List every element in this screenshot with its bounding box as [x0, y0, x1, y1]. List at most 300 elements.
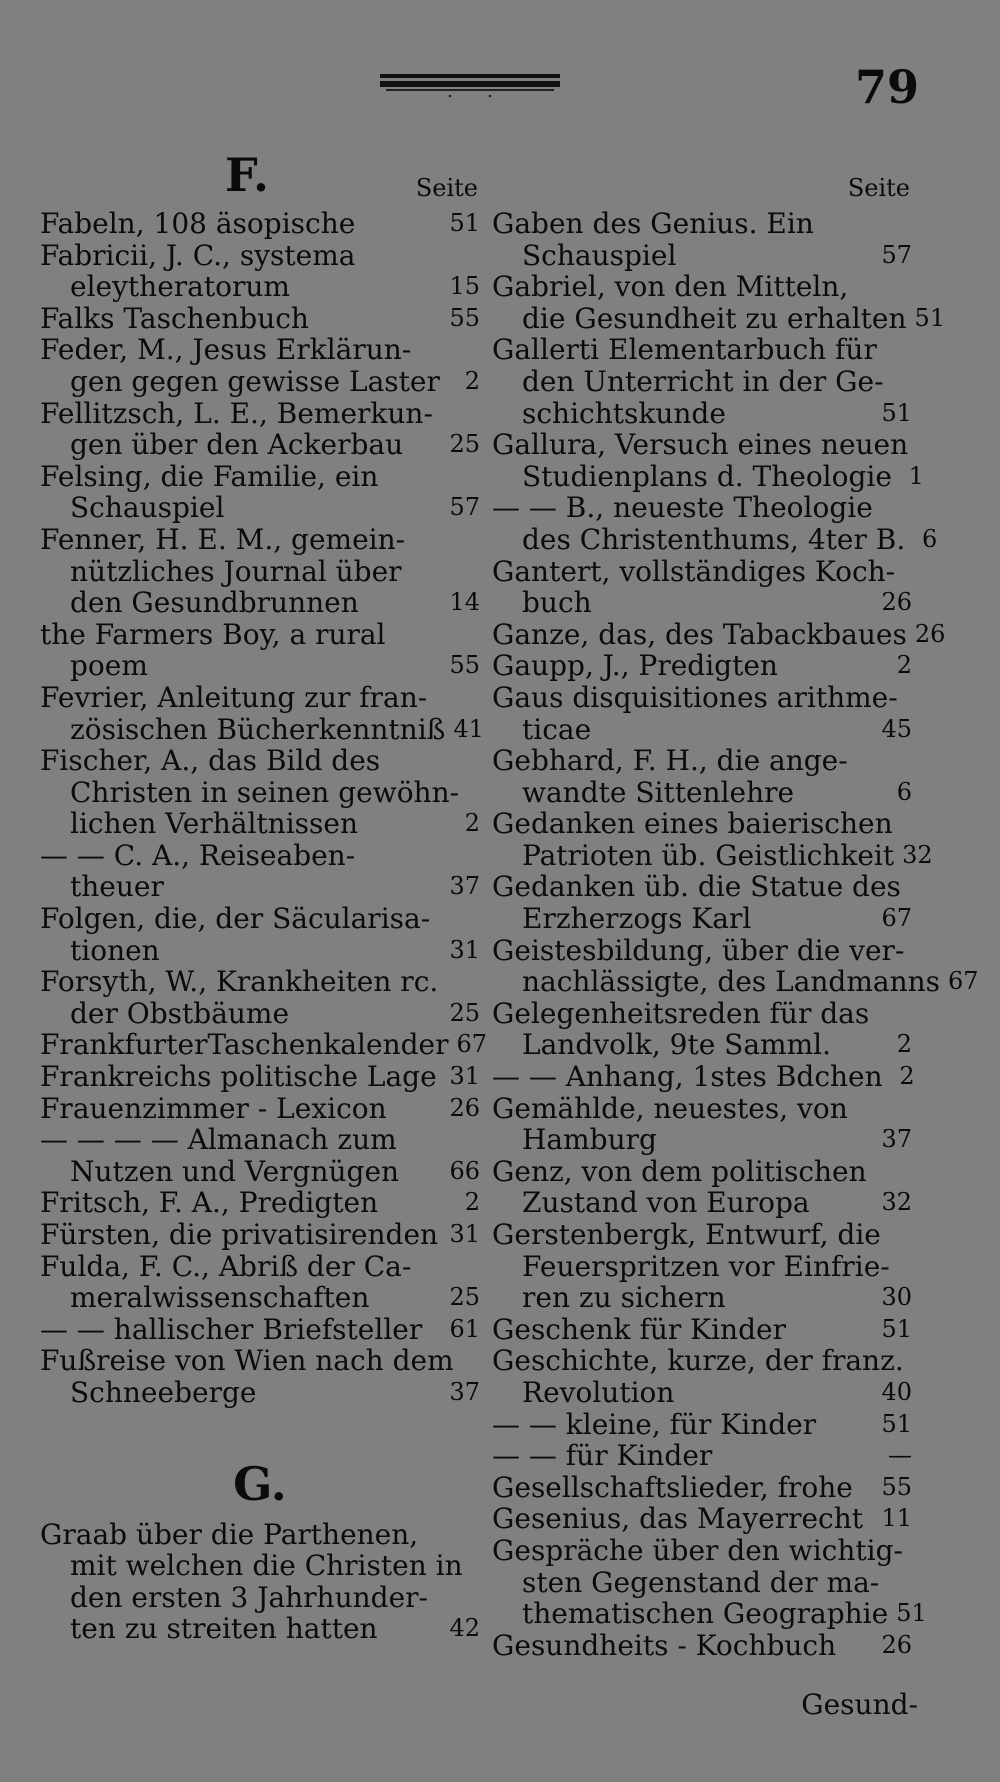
entry-page-number: 11: [881, 1504, 912, 1533]
entry-text: theuer: [70, 870, 164, 904]
index-entry: [40, 461, 480, 524]
entry-text: Fritsch, F. A., Predigten: [40, 1186, 379, 1220]
entry-text: Christen in seinen gewöhn-: [70, 775, 460, 809]
index-entry: [492, 871, 912, 934]
index-entry: [40, 1124, 480, 1187]
entry-text: Folgen, die, der Säcularisa-: [40, 902, 431, 936]
index-entry: [40, 524, 480, 619]
entry-page-number: [904, 998, 912, 1030]
entry-text: Schneeberge: [70, 1375, 257, 1409]
index-entry: [492, 1219, 912, 1314]
entry-line: [40, 808, 480, 840]
entry-page-number: 15: [449, 272, 480, 301]
entry-line: [492, 1409, 912, 1441]
entry-text: Frauenzimmer - Lexicon: [40, 1091, 387, 1125]
entry-page-number: [472, 398, 480, 430]
entry-page-number: [904, 556, 912, 588]
entry-text: Revolution: [522, 1375, 675, 1409]
entry-text: Forsyth, W., Krankheiten rc.: [40, 965, 439, 999]
entry-line: [40, 1519, 480, 1551]
entry-text: Geschenk für Kinder: [492, 1312, 786, 1346]
entry-line: [492, 556, 912, 588]
index-entry: [40, 903, 480, 966]
entry-page-number: 55: [449, 303, 480, 332]
entry-text: Zustand von Europa: [522, 1186, 810, 1220]
entry-page-number: 1: [908, 461, 924, 490]
entry-text: Frankreichs politische Lage: [40, 1060, 437, 1094]
index-entry: [492, 1345, 912, 1408]
entry-page-number: 2: [896, 651, 912, 680]
index-entry: [40, 1345, 480, 1408]
entry-line: [40, 208, 480, 240]
entries-g: [40, 1519, 480, 1645]
entry-page-number: [904, 1567, 912, 1599]
entry-text: buch: [522, 586, 592, 620]
entry-line: [492, 587, 912, 619]
entry-page-number: [904, 682, 912, 714]
entry-line: [492, 1535, 912, 1567]
entry-text: Nutzen und Vergnügen: [70, 1154, 400, 1188]
entry-text: Fulda, F. C., Abriß der Ca-: [40, 1249, 412, 1283]
index-entry: [492, 1503, 912, 1535]
index-entry: [40, 745, 480, 840]
entry-line: [40, 619, 480, 651]
entry-page-number: [904, 1345, 912, 1377]
index-entry: [492, 650, 912, 682]
entry-page-number: 51: [881, 1314, 912, 1343]
entry-page-number: [904, 1251, 912, 1283]
entry-text: mit welchen die Christen in: [70, 1549, 463, 1583]
entry-line: [40, 1282, 480, 1314]
entry-line: [40, 1550, 480, 1582]
entry-line: [492, 1597, 927, 1631]
entry-page-number: 67: [881, 904, 912, 933]
entry-page-number: [904, 1219, 912, 1251]
entry-page-number: [472, 682, 480, 714]
entry-page-number: [472, 240, 480, 272]
entry-line: [40, 745, 480, 777]
entry-text: Patrioten üb. Geistlichkeit: [522, 838, 895, 872]
entry-page-number: [472, 903, 480, 935]
entry-line: [492, 271, 912, 303]
entry-line: [492, 301, 946, 335]
entry-page-number: 57: [881, 240, 912, 269]
entry-page-number: 51: [914, 303, 946, 332]
entry-text: Geistesbildung, über die ver-: [492, 933, 905, 967]
index-entry: [40, 1519, 480, 1645]
entry-line: [40, 712, 484, 746]
entry-page-number: 37: [449, 1377, 480, 1406]
entry-page-number: 31: [449, 1062, 480, 1091]
right-column-header: [492, 156, 912, 208]
entry-line: [40, 461, 480, 493]
entry-line: [492, 398, 912, 430]
entry-line: [492, 366, 912, 398]
entry-line: [40, 650, 480, 682]
index-entry: [492, 1630, 912, 1662]
entry-text: des Christenthums, 4ter B.: [522, 522, 906, 556]
entry-text: — — B., neueste Theologie: [492, 491, 873, 525]
entry-text: Fürsten, die privatisirenden: [40, 1218, 439, 1251]
entry-text: Gebhard, F. H., die ange-: [492, 744, 848, 778]
entry-text: Fenner, H. E. M., gemein-: [40, 522, 406, 556]
entry-line: [492, 1187, 912, 1219]
entry-page-number: 31: [449, 935, 480, 964]
entry-line: [40, 903, 480, 935]
entry-text: Landvolk, 9te Samml.: [522, 1028, 832, 1062]
entry-text: die Gesundheit zu erhalten: [522, 301, 907, 335]
entry-text: Feuerspritzen vor Einfrie-: [522, 1249, 890, 1283]
entry-page-number: 51: [896, 1599, 927, 1628]
entry-line: [40, 1219, 480, 1251]
entry-text: Falks Taschenbuch: [40, 301, 309, 335]
entry-line: [492, 682, 912, 714]
entry-page-number: [904, 366, 912, 398]
entry-text: Fabricii, J. C., systema: [40, 238, 356, 272]
entry-text: FrankfurterTaschenkalender: [40, 1028, 449, 1062]
index-entry: [492, 1440, 912, 1472]
entry-text: — — für Kinder: [492, 1439, 713, 1473]
entry-text: Gelegenheitsreden für das: [492, 996, 870, 1030]
entry-page-number: 55: [881, 1472, 912, 1501]
entry-text: Hamburg: [522, 1123, 657, 1157]
index-entry: [492, 334, 912, 429]
entry-page-number: [904, 935, 912, 967]
entry-line: [492, 1060, 915, 1094]
index-entry: [40, 840, 480, 903]
entry-line: [492, 1345, 912, 1377]
entry-text: Feder, M., Jesus Erklärun-: [40, 333, 412, 367]
header-ornament: [380, 72, 560, 98]
entry-text: schichtskunde: [522, 396, 726, 430]
entry-text: Gabriel, von den Mitteln,: [492, 270, 849, 304]
entry-text: — — kleine, für Kinder: [492, 1407, 817, 1441]
entry-page-number: 40: [881, 1377, 912, 1406]
entry-page-number: [904, 1535, 912, 1567]
entry-line: [492, 1282, 912, 1314]
entry-page-number: 45: [881, 714, 912, 743]
entry-page-number: 2: [899, 1062, 915, 1091]
right-column: [492, 156, 979, 1662]
entry-line: [492, 1503, 912, 1535]
index-entry: [40, 1314, 480, 1346]
index-entry: [40, 334, 480, 397]
entry-text: Schauspiel: [70, 491, 225, 525]
entry-text: Gespräche über den wichtig-: [492, 1533, 903, 1567]
entry-line: [40, 556, 480, 588]
entry-page-number: 30: [881, 1283, 912, 1312]
entry-line: [40, 1582, 480, 1614]
entry-page-number: 6: [921, 524, 938, 553]
entry-line: [492, 492, 912, 524]
entry-text: Gaus disquisitiones arithme-: [492, 680, 898, 714]
entry-line: [492, 1093, 912, 1125]
index-entry: [492, 428, 924, 493]
index-entry: [492, 556, 912, 619]
entry-text: Schauspiel: [522, 238, 677, 272]
index-entry: [492, 1093, 912, 1156]
entry-text: Fischer, A., das Bild des: [40, 744, 381, 778]
index-entry: [40, 1187, 480, 1219]
index-entry: [492, 1409, 912, 1441]
index-entry: [492, 998, 912, 1061]
entry-line: [40, 1251, 480, 1283]
entry-page-number: 37: [881, 1125, 912, 1154]
entry-text: Gesundheits - Kochbuch: [492, 1628, 837, 1662]
index-entry: [492, 208, 912, 271]
entries-right: [492, 207, 979, 1662]
entry-line: [40, 398, 480, 430]
entry-page-number: 2: [464, 1188, 480, 1217]
entry-text: Fabeln, 108 äsopische: [40, 207, 356, 240]
entry-page-number: 41: [453, 714, 484, 743]
entry-text: — — Anhang, 1stes Bdchen: [492, 1060, 883, 1094]
entry-page-number: 25: [449, 430, 480, 459]
entry-page-number: 26: [881, 588, 912, 617]
entry-page-number: 26: [881, 1630, 912, 1659]
entry-text: Felsing, die Familie, ein: [40, 459, 379, 493]
entry-text: Fußreise von Wien nach dem: [40, 1344, 454, 1378]
entry-text: Studienplans d. Theologie: [522, 459, 892, 493]
index-entry: [40, 1251, 480, 1314]
page-number: 79: [855, 60, 920, 114]
index-entry: [492, 933, 979, 999]
seite-label-right: Seite: [847, 174, 910, 202]
entry-line: [40, 271, 480, 303]
entry-line: [492, 903, 912, 935]
entry-line: [492, 208, 912, 240]
entry-text: den Gesundbrunnen: [70, 586, 359, 620]
entry-line: [492, 998, 912, 1030]
entry-text: Gedanken üb. die Statue des: [492, 870, 901, 904]
entry-page-number: 51: [881, 1409, 912, 1438]
entry-text: — — — — Almanach zum: [40, 1123, 397, 1157]
entry-text: zösischen Bücherkenntniß: [70, 712, 446, 746]
seite-label-left: Seite: [415, 174, 478, 202]
entry-page-number: 25: [449, 998, 480, 1027]
entry-page-number: 37: [449, 872, 480, 901]
entry-text: thematischen Geographie: [522, 1597, 889, 1631]
section-letter-f: F.: [225, 148, 270, 202]
entry-line: [40, 935, 480, 967]
entry-line: [492, 617, 946, 651]
entry-page-number: [472, 777, 480, 809]
entry-text: Ganze, das, des Tabackbaues: [492, 617, 907, 651]
entry-page-number: 2: [464, 366, 480, 395]
entry-page-number: 2: [896, 1030, 912, 1059]
entry-line: [40, 840, 480, 872]
entry-line: [492, 1029, 912, 1061]
entry-line: [40, 966, 480, 998]
entry-text: Fellitzsch, L. E., Bemerkun-: [40, 396, 433, 430]
entry-page-number: [472, 1345, 480, 1377]
entry-text: lichen Verhältnissen: [70, 807, 358, 841]
entry-line: [40, 1156, 480, 1188]
index-entry: [40, 1093, 480, 1125]
entry-line: [40, 998, 480, 1030]
index-entry: [492, 745, 912, 808]
entry-text: nachlässigte, des Landmanns: [522, 965, 941, 999]
entry-line: [492, 935, 912, 967]
entry-line: [40, 1028, 488, 1062]
left-column: [40, 148, 488, 1646]
entry-text: tionen: [70, 933, 160, 967]
entry-text: Gesenius, das Mayerrecht: [492, 1502, 864, 1536]
entry-line: [40, 1093, 480, 1125]
entry-text: der Obstbäume: [70, 996, 290, 1030]
section-letter-g: G.: [233, 1456, 287, 1511]
entry-line: [40, 429, 480, 461]
index-entry: [492, 1156, 912, 1219]
index-entry: [492, 682, 912, 745]
entry-page-number: 26: [914, 619, 946, 648]
entry-line: [492, 838, 933, 872]
entry-text: Graab über die Parthenen,: [40, 1517, 419, 1551]
index-entry: [40, 303, 480, 335]
index-entry: [40, 680, 484, 746]
entry-page-number: [472, 1251, 480, 1283]
entry-page-number: [904, 745, 912, 777]
index-entry: [492, 1060, 915, 1094]
index-entry: [40, 208, 480, 240]
entry-line: [40, 777, 480, 809]
entry-page-number: [472, 1582, 480, 1614]
entry-line: [492, 777, 912, 809]
entry-text: wandte Sittenlehre: [522, 775, 795, 809]
entry-line: [40, 1345, 480, 1377]
entry-text: poem: [70, 649, 148, 683]
index-entry: [492, 270, 946, 335]
entry-text: meralwissenschaften: [70, 1281, 370, 1315]
entry-page-number: 14: [449, 588, 480, 617]
entry-line: [40, 1124, 480, 1156]
entry-page-number: 25: [449, 1283, 480, 1312]
entry-line: [492, 650, 912, 682]
entry-text: den Unterricht in der Ge-: [522, 364, 884, 398]
entry-line: [40, 1377, 480, 1409]
entry-text: Gerstenbergk, Entwurf, die: [492, 1218, 881, 1251]
entry-line: [492, 871, 912, 903]
entry-page-number: —: [888, 1441, 912, 1470]
entry-line: [40, 1314, 480, 1346]
index-entry: [40, 1028, 488, 1062]
entry-text: — — C. A., Reiseaben-: [40, 838, 356, 872]
entry-text: den ersten 3 Jahrhunder-: [70, 1580, 428, 1614]
entry-page-number: [472, 1124, 480, 1156]
entry-page-number: [908, 429, 916, 461]
entry-line: [40, 1061, 480, 1093]
index-entry: [40, 240, 480, 303]
entry-line: [40, 492, 480, 524]
entry-text: sten Gegenstand der ma-: [522, 1565, 880, 1599]
entry-page-number: [472, 556, 480, 588]
entry-text: the Farmers Boy, a rural: [40, 617, 386, 651]
entry-line: [492, 808, 912, 840]
entry-line: [492, 1440, 912, 1472]
entry-page-number: 26: [449, 1093, 480, 1122]
entry-line: [40, 1613, 480, 1645]
entry-page-number: 66: [449, 1156, 480, 1185]
entry-page-number: [472, 745, 480, 777]
entry-page-number: [472, 1519, 480, 1551]
entry-page-number: [472, 524, 480, 556]
entry-page-number: 67: [948, 967, 979, 996]
entry-text: gen über den Ackerbau: [70, 428, 404, 462]
index-entry: [492, 1472, 912, 1504]
entry-line: [492, 429, 912, 461]
entry-line: [492, 1472, 912, 1504]
entry-line: [492, 1314, 912, 1346]
index-entry: [40, 619, 480, 682]
entry-line: [40, 1187, 480, 1219]
entry-line: [40, 871, 480, 903]
entry-text: Gemählde, neuestes, von: [492, 1091, 848, 1125]
entry-page-number: [904, 871, 912, 903]
entry-line: [492, 745, 912, 777]
entry-line: [492, 714, 912, 746]
entry-line: [492, 1630, 912, 1662]
entry-line: [492, 1219, 912, 1251]
entry-page-number: 55: [449, 651, 480, 680]
entry-text: — — hallischer Briefsteller: [40, 1312, 423, 1346]
catchword: Gesund-: [801, 1688, 918, 1721]
entry-text: Gaben des Genius. Ein: [492, 207, 814, 240]
entry-page-number: [904, 1093, 912, 1125]
index-entry: [492, 1314, 912, 1346]
entry-line: [492, 459, 924, 493]
entry-text: Genz, von dem politischen: [492, 1154, 867, 1188]
entry-page-number: [472, 334, 480, 366]
entry-page-number: [904, 334, 912, 366]
entry-text: eleytheratorum: [70, 270, 290, 304]
entry-text: Fevrier, Anleitung zur fran-: [40, 680, 428, 714]
entry-line: [40, 334, 480, 366]
entry-line: [492, 1377, 912, 1409]
entry-text: Gedanken eines baierischen: [492, 807, 893, 841]
entry-page-number: 6: [896, 777, 912, 806]
index-entry: [492, 807, 933, 872]
entry-page-number: [472, 1550, 480, 1582]
entry-page-number: [472, 619, 480, 651]
entry-text: nützliches Journal über: [70, 554, 402, 588]
entry-page-number: 32: [902, 840, 933, 869]
entry-page-number: [904, 271, 912, 303]
entry-line: [40, 366, 480, 398]
entry-line: [492, 1251, 912, 1283]
entry-page-number: [472, 840, 480, 872]
entry-text: Gallerti Elementarbuch für: [492, 333, 877, 367]
entry-text: Gaupp, J., Predigten: [492, 649, 778, 683]
entry-page-number: [904, 208, 912, 240]
left-column-header: [40, 148, 480, 208]
entry-text: ren zu sichern: [522, 1281, 726, 1315]
index-entry: [40, 1061, 480, 1093]
entry-page-number: 42: [449, 1614, 480, 1643]
entry-text: Gallura, Versuch eines neuen: [492, 428, 909, 462]
index-entry: [492, 491, 938, 556]
entry-line: [492, 522, 938, 556]
entry-line: [40, 587, 480, 619]
entry-line: [40, 240, 480, 272]
entry-text: Gantert, vollständiges Koch-: [492, 554, 896, 588]
entry-page-number: [472, 461, 480, 493]
entry-text: gen gegen gewisse Laster: [70, 364, 440, 398]
entry-text: ticae: [522, 712, 592, 746]
entry-page-number: [904, 1156, 912, 1188]
entries-f: [40, 207, 488, 1409]
entry-line: [492, 1156, 912, 1188]
entry-line: [40, 682, 480, 714]
